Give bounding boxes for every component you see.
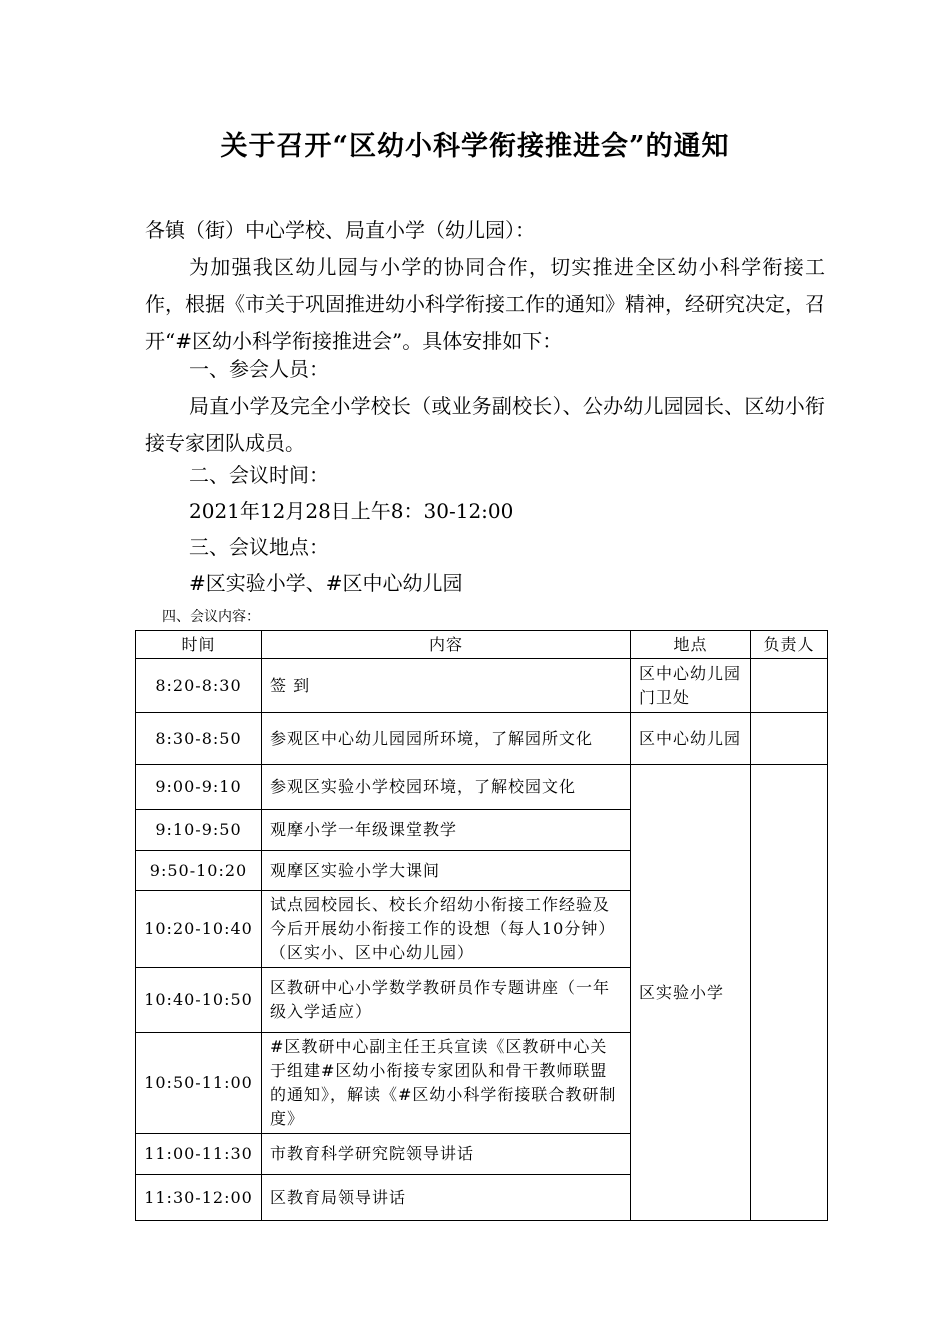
table-row	[136, 765, 828, 810]
table-row	[136, 713, 828, 765]
row-time: 11:00-11:30	[136, 1134, 262, 1175]
table-header-row	[136, 631, 828, 659]
section-3-heading: 三、会议地点：	[189, 535, 329, 559]
row-location-merged: 区实验小学	[631, 765, 751, 1221]
row-time: 9:50-10:20	[136, 851, 262, 891]
row-owner-merged	[751, 765, 828, 1221]
row-time: 11:30-12:00	[136, 1175, 262, 1221]
table-row	[136, 659, 828, 713]
row-owner	[751, 713, 828, 765]
row-content: 试点园校园长、校长介绍幼小衔接工作经验及今后开展幼小衔接工作的设想（每人10分钟）（区实小、区中心幼儿园）	[262, 891, 631, 968]
salutation: 各镇（街）中心学校、局直小学（幼儿园）：	[145, 218, 535, 242]
row-time: 9:10-9:50	[136, 810, 262, 851]
row-time: 8:30-8:50	[136, 713, 262, 765]
row-content: #区教研中心副主任王兵宣读《区教研中心关于组建#区幼小衔接专家团队和骨干教师联盟的通知》，解读《#区幼小科学衔接联合教研制度》	[262, 1033, 631, 1134]
row-content: 参观区中心幼儿园园所环境，了解园所文化	[262, 713, 631, 765]
header-location: 地点	[631, 631, 751, 659]
section-1-heading: 一、参会人员：	[189, 357, 329, 381]
row-content: 区教研中心小学数学教研员作专题讲座（一年级入学适应）	[262, 968, 631, 1033]
row-content: 市教育科学研究院领导讲话	[262, 1134, 631, 1175]
schedule-table	[135, 630, 828, 1221]
section-2-heading: 二、会议时间：	[189, 463, 329, 487]
header-owner: 负责人	[751, 631, 828, 659]
row-time: 10:20-10:40	[136, 891, 262, 968]
row-content: 观摩区实验小学大课间	[262, 851, 631, 891]
row-time: 8:20-8:30	[136, 659, 262, 713]
row-content: 区教育局领导讲话	[262, 1175, 631, 1221]
section-1-text: 局直小学及完全小学校长（或业务副校长）、公办幼儿园园长、区幼小衔接专家团队成员。	[145, 394, 825, 455]
document-title: 关于召开“区幼小科学衔接推进会”的通知	[220, 131, 730, 162]
header-content: 内容	[262, 631, 631, 659]
row-time: 10:50-11:00	[136, 1033, 262, 1134]
intro-paragraph: 为加强我区幼儿园与小学的协同合作，切实推进全区幼小科学衔接工作，根据《市关于巩固推进幼小科学衔接工作的通知》精神，经研究决定，召开“#区幼小科学衔接推进会”。具体安排如下：	[145, 255, 825, 353]
row-content: 观摩小学一年级课堂教学	[262, 810, 631, 851]
section-2-text: 2021年12月28日上午8：30-12:00	[189, 499, 514, 523]
row-time: 9:00-9:10	[136, 765, 262, 810]
row-content: 参观区实验小学校园环境，了解校园文化	[262, 765, 631, 810]
row-content: 签 到	[262, 659, 631, 713]
section-4-heading: 四、会议内容：	[162, 609, 260, 625]
row-time: 10:40-10:50	[136, 968, 262, 1033]
row-owner	[751, 659, 828, 713]
row-location: 区中心幼儿园门卫处	[631, 659, 751, 713]
row-location: 区中心幼儿园	[631, 713, 751, 765]
header-time: 时间	[136, 631, 262, 659]
section-3-text: #区实验小学、#区中心幼儿园	[189, 571, 463, 595]
